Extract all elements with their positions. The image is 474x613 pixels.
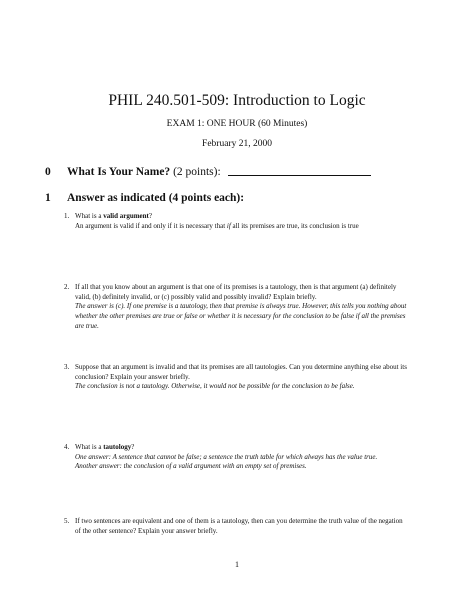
question-prompt: If two sentences are equivalent and one of them is a tautology, then can you determine the truth value of the negation of the other sentence? Explain your answer briefly. bbox=[75, 517, 403, 535]
exam-date: February 21, 2000 bbox=[202, 139, 272, 149]
answer-text-end: all its premises are true, its conclusion is true bbox=[230, 221, 359, 230]
question-prompt bbox=[75, 443, 409, 453]
question-2 bbox=[64, 283, 409, 332]
section-0-number: 0 bbox=[45, 166, 51, 178]
question-number: 1. bbox=[64, 212, 70, 220]
prompt-term: tautology bbox=[103, 443, 132, 451]
question-4 bbox=[64, 443, 409, 472]
prompt-text: What is a bbox=[75, 212, 104, 220]
question-answer bbox=[75, 222, 409, 232]
exam-subtitle: EXAM 1: ONE HOUR (60 Minutes) bbox=[166, 119, 308, 129]
prompt-term: valid argument bbox=[103, 212, 149, 220]
question-number: 3. bbox=[64, 363, 70, 371]
question-number: 5. bbox=[64, 517, 70, 525]
question-prompt bbox=[75, 212, 409, 222]
section-1-number: 1 bbox=[45, 192, 51, 204]
question-3 bbox=[64, 363, 409, 392]
prompt-text-end: ? bbox=[148, 212, 152, 220]
answer-emphasis: if bbox=[226, 221, 231, 230]
question-5 bbox=[64, 517, 409, 536]
document-title: PHIL 240.501-509: Introduction to Logic bbox=[108, 92, 366, 109]
section-0-points: (2 points): bbox=[173, 166, 221, 178]
question-answer: The answer is (c). If one premise is a tautology, then that premise is always true. However, this tells you nothing about whether the other premises are true or false or whether it is necessary for the conclusion to be false if all the premises are true. bbox=[75, 302, 407, 330]
answer-text: An argument is valid if and only if it is necessary that bbox=[75, 221, 227, 230]
section-0-heading bbox=[45, 165, 371, 178]
section-1-heading bbox=[45, 192, 244, 204]
question-answer-1: One answer: A sentence that cannot be false; a sentence the truth table for which always has the value true. bbox=[75, 452, 378, 461]
question-1 bbox=[64, 212, 409, 231]
name-blank-line[interactable] bbox=[228, 165, 371, 176]
question-answer: The conclusion is not a tautology. Otherwise, it would not be possible for the conclusion to be false. bbox=[75, 382, 355, 391]
page-number: 1 bbox=[235, 560, 239, 569]
prompt-text-end: ? bbox=[131, 443, 135, 451]
section-0-title: What Is Your Name? bbox=[67, 166, 171, 178]
question-number: 2. bbox=[64, 283, 70, 291]
question-prompt: If all that you know about an argument is that one of its premises is a tautology, then is that argument (a) definitely valid, (b) definitely invalid, or (c) possibly valid and possibly invalid? Explain briefly. bbox=[75, 283, 397, 301]
question-answer-2: Another answer: the conclusion of a valid argument with an empty set of premises. bbox=[75, 462, 307, 471]
prompt-text: What is a bbox=[75, 443, 104, 451]
section-1-title: Answer as indicated (4 points each): bbox=[67, 192, 245, 204]
question-prompt: Suppose that an argument is invalid and that its premises are all tautologies. Can you determine anything else about its conclusion? Explain your answer briefly. bbox=[75, 363, 407, 381]
question-number: 4. bbox=[64, 443, 70, 451]
